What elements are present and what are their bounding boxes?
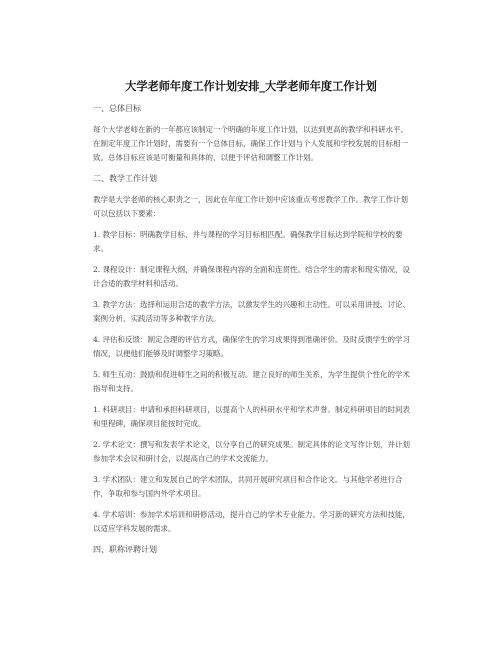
list-item: 3. 教学方法：选择和运用合适的教学方法，以激发学生的兴趣和主动性。可以采用讲授、讨论、案例分析、实践活动等多种教学方法。	[93, 300, 411, 323]
list-item: 4. 评估和反馈：制定合理的评估方式，确保学生的学习成果得到准确评价。及时反馈学生的学习情况，以便他们能够及时调整学习策略。	[93, 335, 411, 358]
list-item: 5. 师生互动：鼓励和促进师生之间的积极互动。建立良好的师生关系，为学生提供个性化的学术指导和支持。	[93, 370, 411, 393]
list-item: 1. 科研项目：申请和承担科研项目，以提高个人的科研水平和学术声誉。制定科研项目的时间表和里程碑，确保项目能按时完成。	[93, 405, 411, 428]
section-heading: 一、总体目标	[93, 104, 141, 113]
list-item: 2. 学术论文：撰写和发表学术论文，以分享自己的研究成果。制定具体的论文写作计划，并计划参加学术会议和研讨会，以提高自己的学术交流能力。	[93, 440, 411, 463]
paragraph: 教学是大学老师的核心职责之一，因此在年度工作计划中应该重点考虑教学工作。教学工作计划可以包括以下要素：	[93, 195, 408, 218]
document-title: 大学老师年度工作计划安排_大学老师年度工作计划	[125, 80, 377, 93]
paragraph: 每个大学老师在新的一年都应该制定一个明确的年度工作计划，以达到更高的教学和科研水平。在制定年度工作计划时，需要有一个总体目标，确保工作计划与个人发展和学校发展的目标相一致。总体目标应该是可衡量和具体的，以便于评估和调整工作计划。	[93, 125, 408, 162]
list-item: 1. 教学目标：明确教学目标，并与课程的学习目标相匹配。确保教学目标达到学院和学校的要求。	[93, 230, 403, 253]
section-heading: 二、教学工作计划	[93, 174, 157, 183]
list-item: 2. 课程设计：制定课程大纲，并确保课程内容的全面和连贯性。结合学生的需求和现实情况，设计合适的教学材料和活动。	[93, 265, 411, 288]
section-heading: 四、职称评聘计划	[93, 545, 157, 554]
document-body	[93, 102, 411, 564]
list-item: 4. 学术培训：参加学术培训和研修活动，提升自己的学术专业能力。学习新的研究方法和技能，以适应学科发展的需求。	[93, 510, 411, 533]
list-item: 3. 学术团队：建立和发展自己的学术团队，共同开展研究项目和合作论文。与其他学者进行合作，争取和参与国内外学术项目。	[93, 475, 403, 498]
